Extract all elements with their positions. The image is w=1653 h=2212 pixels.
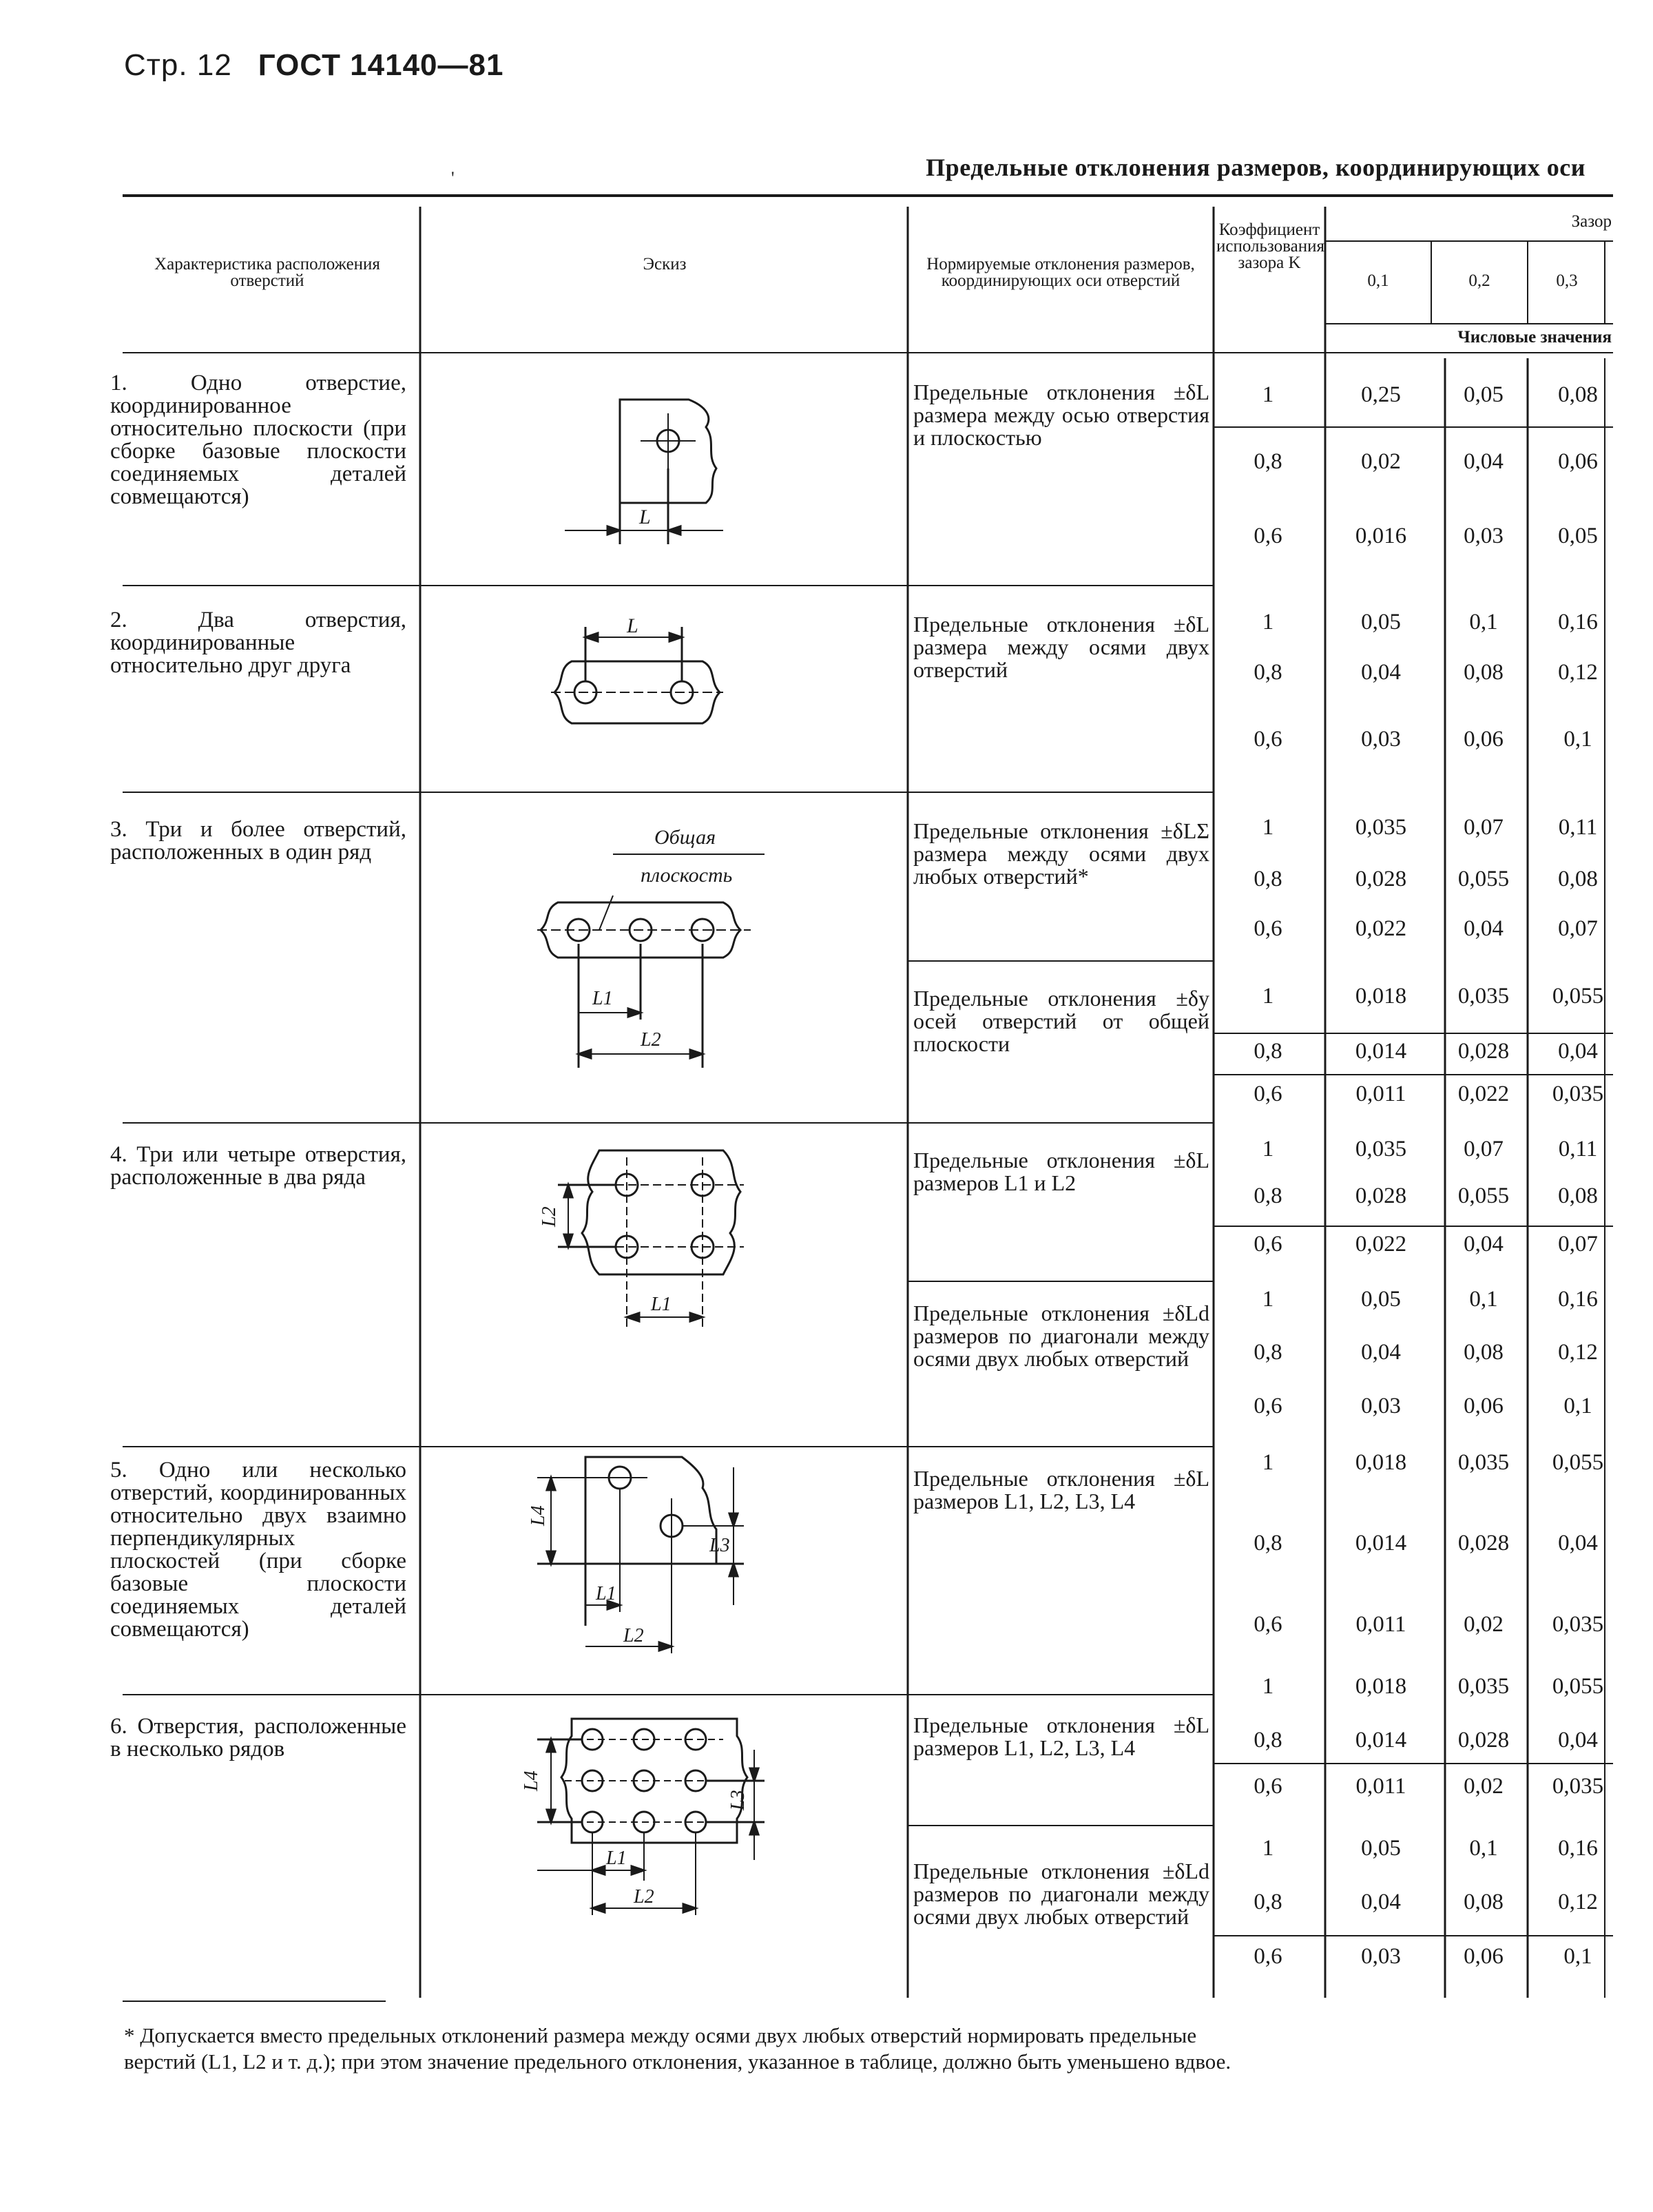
table-title: Предельные отклонения размеров, координирующих оси — [926, 154, 1586, 181]
table-cell-value: 0,022 — [1355, 916, 1407, 941]
margin-mark: ' — [451, 168, 455, 188]
table-cell-value: 0,04 — [1464, 449, 1504, 474]
table-cell-value: 0,12 — [1558, 1890, 1598, 1914]
coef-value: 0,6 — [1254, 524, 1282, 548]
coef-value: 1 — [1262, 382, 1274, 407]
sketch-5 — [510, 1447, 799, 1674]
norm-text: Предельные отклонения ±δу осей отверстий от общей плоскости — [913, 986, 1209, 1056]
norm-text: Предельные отклонения ±δLΣ размера между осями двух любых отверстий* — [913, 818, 1209, 889]
coef-value: 0,8 — [1254, 1531, 1282, 1555]
table-cell-value: 0,06 — [1558, 449, 1598, 474]
coef-value: 0,6 — [1254, 727, 1282, 752]
table-cell-value: 0,1 — [1563, 727, 1592, 752]
table-cell-value: 0,06 — [1464, 1944, 1504, 1969]
table-cell-value: 0,04 — [1464, 916, 1504, 941]
page-number: Стр. 12 — [124, 48, 232, 82]
table-cell-value: 0,06 — [1464, 1394, 1504, 1418]
table-cell-value: 0,05 — [1361, 1287, 1401, 1312]
table-cell-value: 0,028 — [1457, 1039, 1510, 1064]
table-cell-value: 0,08 — [1464, 1890, 1504, 1914]
sketch-label: L2 — [634, 1886, 654, 1908]
coef-value: 1 — [1262, 815, 1274, 840]
table-cell-value: 0,07 — [1558, 916, 1598, 941]
table-cell-value: 0,11 — [1558, 815, 1598, 840]
coef-value: 0,8 — [1254, 449, 1282, 474]
table-cell-value: 0,07 — [1464, 1137, 1504, 1161]
table-cell-value: 0,022 — [1457, 1082, 1510, 1106]
coef-value: 1 — [1262, 610, 1274, 634]
table-cell-value: 0,06 — [1464, 727, 1504, 752]
table-cell-value: 0,014 — [1355, 1728, 1407, 1753]
table-cell-value: 0,016 — [1355, 524, 1407, 548]
coef-value: 0,8 — [1254, 1890, 1282, 1914]
gap-value: 0,3 — [1556, 271, 1578, 290]
table-cell-value: 0,03 — [1361, 1394, 1401, 1418]
table-cell-value: 0,05 — [1558, 524, 1598, 548]
table-cell-value: 0,035 — [1457, 1450, 1510, 1475]
table-cell-value: 0,05 — [1361, 610, 1401, 634]
gap-value: 0,1 — [1367, 271, 1389, 290]
sketch-3 — [530, 820, 820, 1068]
table-cell-value: 0,055 — [1552, 1674, 1604, 1699]
table-cell-value: 0,08 — [1558, 1183, 1598, 1208]
sketch-label: L1 — [606, 1848, 627, 1869]
sketch-label: L2 — [539, 1206, 560, 1227]
coef-value: 0,8 — [1254, 867, 1282, 891]
table-cell-value: 0,02 — [1361, 449, 1401, 474]
table-cell-value: 0,08 — [1558, 867, 1598, 891]
coef-value: 0,8 — [1254, 1183, 1282, 1208]
table-cell-value: 0,03 — [1361, 727, 1401, 752]
table-cell-value: 0,014 — [1355, 1531, 1407, 1555]
table-cell-value: 0,04 — [1464, 1232, 1504, 1257]
standard-number: ГОСТ 14140—81 — [258, 48, 504, 82]
footnote-line: верстий (L1, L2 и т. д.); при этом значение предельного отклонения, указанное в таблице, должно быть уменьшено вдвое. — [124, 2049, 1231, 2074]
sketch-label: L — [627, 614, 638, 637]
sketch-label: L3 — [709, 1535, 730, 1556]
footnote — [124, 2023, 1612, 2075]
sketch-label: L1 — [596, 1583, 616, 1604]
table-cell-value: 0,12 — [1558, 1340, 1598, 1365]
table-cell-value: 0,018 — [1355, 1450, 1407, 1475]
row-description: 4. Три или четыре отверстия, расположенные в два ряда — [110, 1142, 406, 1190]
table-cell-value: 0,018 — [1355, 1674, 1407, 1699]
table-cell-value: 0,014 — [1355, 1039, 1407, 1064]
table-cell-value: 0,02 — [1464, 1774, 1504, 1799]
table-cell-value: 0,11 — [1558, 1137, 1598, 1161]
coef-value: 0,6 — [1254, 1082, 1282, 1106]
sketch-4 — [537, 1137, 758, 1343]
table-cell-value: 0,04 — [1361, 1340, 1401, 1365]
sketch-label: L4 — [528, 1505, 549, 1526]
sketch-1 — [537, 386, 744, 544]
table-cell-value: 0,16 — [1558, 610, 1598, 634]
table-cell-value: 0,055 — [1457, 867, 1510, 891]
table-cell-value: 0,12 — [1558, 660, 1598, 685]
table-cell-value: 0,1 — [1563, 1944, 1592, 1969]
footnote-line: * Допускается вместо предельных отклонений размера между осями двух любых отверстий нормировать предельные — [124, 2023, 1197, 2047]
table-cell-value: 0,035 — [1457, 984, 1510, 1009]
table-cell-value: 0,035 — [1355, 1137, 1407, 1161]
col-header-sketch: Эскиз — [643, 255, 687, 273]
sketch-label: L — [639, 506, 651, 528]
coef-value: 1 — [1262, 1287, 1274, 1312]
norm-text: Предельные отклонения ±δL размеров L1, L2, L3, L4 — [913, 1713, 1209, 1760]
row-description: 1. Одно отверстие, координированное относительно плоскости (при сборке базовые плоскости соединяемых деталей совмещаются) — [110, 371, 406, 509]
table-cell-value: 0,04 — [1558, 1728, 1598, 1753]
table-cell-value: 0,04 — [1558, 1039, 1598, 1064]
table-cell-value: 0,04 — [1361, 1890, 1401, 1914]
sketch-label: L4 — [521, 1770, 542, 1791]
table-cell-value: 0,035 — [1552, 1612, 1604, 1637]
coef-value: 1 — [1262, 1450, 1274, 1475]
table-cell-value: 0,1 — [1469, 1836, 1498, 1861]
coef-value: 1 — [1262, 984, 1274, 1009]
norm-text: Предельные отклонения ±δL размера между осью отверстия и плоскостью — [913, 380, 1209, 450]
norm-text: Предельные отклонения ±δLd размеров по диагонали между осями двух любых отверстий — [913, 1859, 1209, 1929]
table-cell-value: 0,25 — [1361, 382, 1401, 407]
table-cell-value: 0,03 — [1361, 1944, 1401, 1969]
norm-text: Предельные отклонения ±δL размеров L1, L2, L3, L4 — [913, 1466, 1209, 1513]
table-cell-value: 0,16 — [1558, 1287, 1598, 1312]
table-cell-value: 0,08 — [1464, 1340, 1504, 1365]
sketch-6 — [510, 1708, 799, 1936]
table-cell-value: 0,011 — [1355, 1774, 1406, 1799]
table-cell-value: 0,028 — [1457, 1728, 1510, 1753]
table-cell-value: 0,07 — [1558, 1232, 1598, 1257]
table-cell-value: 0,055 — [1457, 1183, 1510, 1208]
table-cell-value: 0,02 — [1464, 1612, 1504, 1637]
norm-text: Предельные отклонения ±δL размеров L1 и L2 — [913, 1148, 1209, 1195]
table-cell-value: 0,035 — [1457, 1674, 1510, 1699]
coef-value: 0,6 — [1254, 1394, 1282, 1418]
coef-value: 0,6 — [1254, 916, 1282, 941]
table-cell-value: 0,022 — [1355, 1232, 1407, 1257]
row-description: 2. Два отверстия, координированные относительно друг друга — [110, 608, 406, 678]
row-description: 5. Одно или несколько отверстий, координированных относительно двух взаимно перпендикулярных плоскостей (при сборке базовые плоскости соединяемых деталей совмещаются) — [110, 1458, 406, 1642]
coef-value: 1 — [1262, 1137, 1274, 1161]
table-cell-value: 0,1 — [1563, 1394, 1592, 1418]
col-header-coef: Коэффициент использования зазора K — [1216, 220, 1324, 272]
table-cell-value: 0,05 — [1361, 1836, 1401, 1861]
col-header-gap: Зазор — [1571, 212, 1612, 231]
coef-value: 0,6 — [1254, 1944, 1282, 1969]
sketch-label: L2 — [623, 1625, 644, 1646]
col-header-normalized: Нормируемые отклонения размеров, координирующих оси отверстий — [926, 255, 1195, 290]
norm-text: Предельные отклонения ±δLd размеров по диагонали между осями двух любых отверстий — [913, 1301, 1209, 1371]
table-cell-value: 0,028 — [1457, 1531, 1510, 1555]
row-description: 6. Отверстия, расположенные в несколько рядов — [110, 1714, 406, 1761]
table-cell-value: 0,08 — [1464, 660, 1504, 685]
table-cell-value: 0,08 — [1558, 382, 1598, 407]
table-cell-value: 0,035 — [1552, 1774, 1604, 1799]
coef-value: 1 — [1262, 1674, 1274, 1699]
table-cell-value: 0,055 — [1552, 1450, 1604, 1475]
table-cell-value: 0,03 — [1464, 524, 1504, 548]
table-cell-value: 0,028 — [1355, 867, 1407, 891]
table-cell-value: 0,018 — [1355, 984, 1407, 1009]
table-cell-value: 0,1 — [1469, 1287, 1498, 1312]
coef-value: 0,8 — [1254, 1340, 1282, 1365]
coef-value: 0,6 — [1254, 1232, 1282, 1257]
table-cell-value: 0,04 — [1558, 1531, 1598, 1555]
table-cell-value: 0,04 — [1361, 660, 1401, 685]
coef-value: 0,8 — [1254, 660, 1282, 685]
row-description: 3. Три и более отверстий, расположенных в один ряд — [110, 817, 406, 865]
gap-value: 0,2 — [1468, 271, 1490, 290]
sketch-label: L2 — [641, 1029, 661, 1051]
norm-text: Предельные отклонения ±δL размера между осями двух отверстий — [913, 612, 1209, 682]
coef-value: 0,8 — [1254, 1039, 1282, 1064]
coef-value: 0,6 — [1254, 1612, 1282, 1637]
sketch-label: Общая — [654, 826, 716, 849]
table-cell-value: 0,16 — [1558, 1836, 1598, 1861]
sketch-2 — [544, 606, 765, 730]
table-cell-value: 0,07 — [1464, 815, 1504, 840]
col-header-numeric: Числовые значения — [1457, 328, 1612, 347]
coef-value: 0,8 — [1254, 1728, 1282, 1753]
table-cell-value: 0,028 — [1355, 1183, 1407, 1208]
table-cell-value: 0,011 — [1355, 1612, 1406, 1637]
sketch-label: L1 — [592, 988, 613, 1009]
sketch-label: L3 — [727, 1790, 749, 1810]
sketch-label: L1 — [651, 1294, 672, 1315]
table-cell-value: 0,035 — [1355, 815, 1407, 840]
sketch-label: плоскость — [641, 864, 733, 887]
coef-value: 1 — [1262, 1836, 1274, 1861]
table-cell-value: 0,055 — [1552, 984, 1604, 1009]
table-cell-value: 0,1 — [1469, 610, 1498, 634]
table-cell-value: 0,05 — [1464, 382, 1504, 407]
coef-value: 0,6 — [1254, 1774, 1282, 1799]
table-cell-value: 0,035 — [1552, 1082, 1604, 1106]
table-cell-value: 0,011 — [1355, 1082, 1406, 1106]
col-header-characteristic: Характеристика расположения отверстий — [154, 255, 380, 290]
